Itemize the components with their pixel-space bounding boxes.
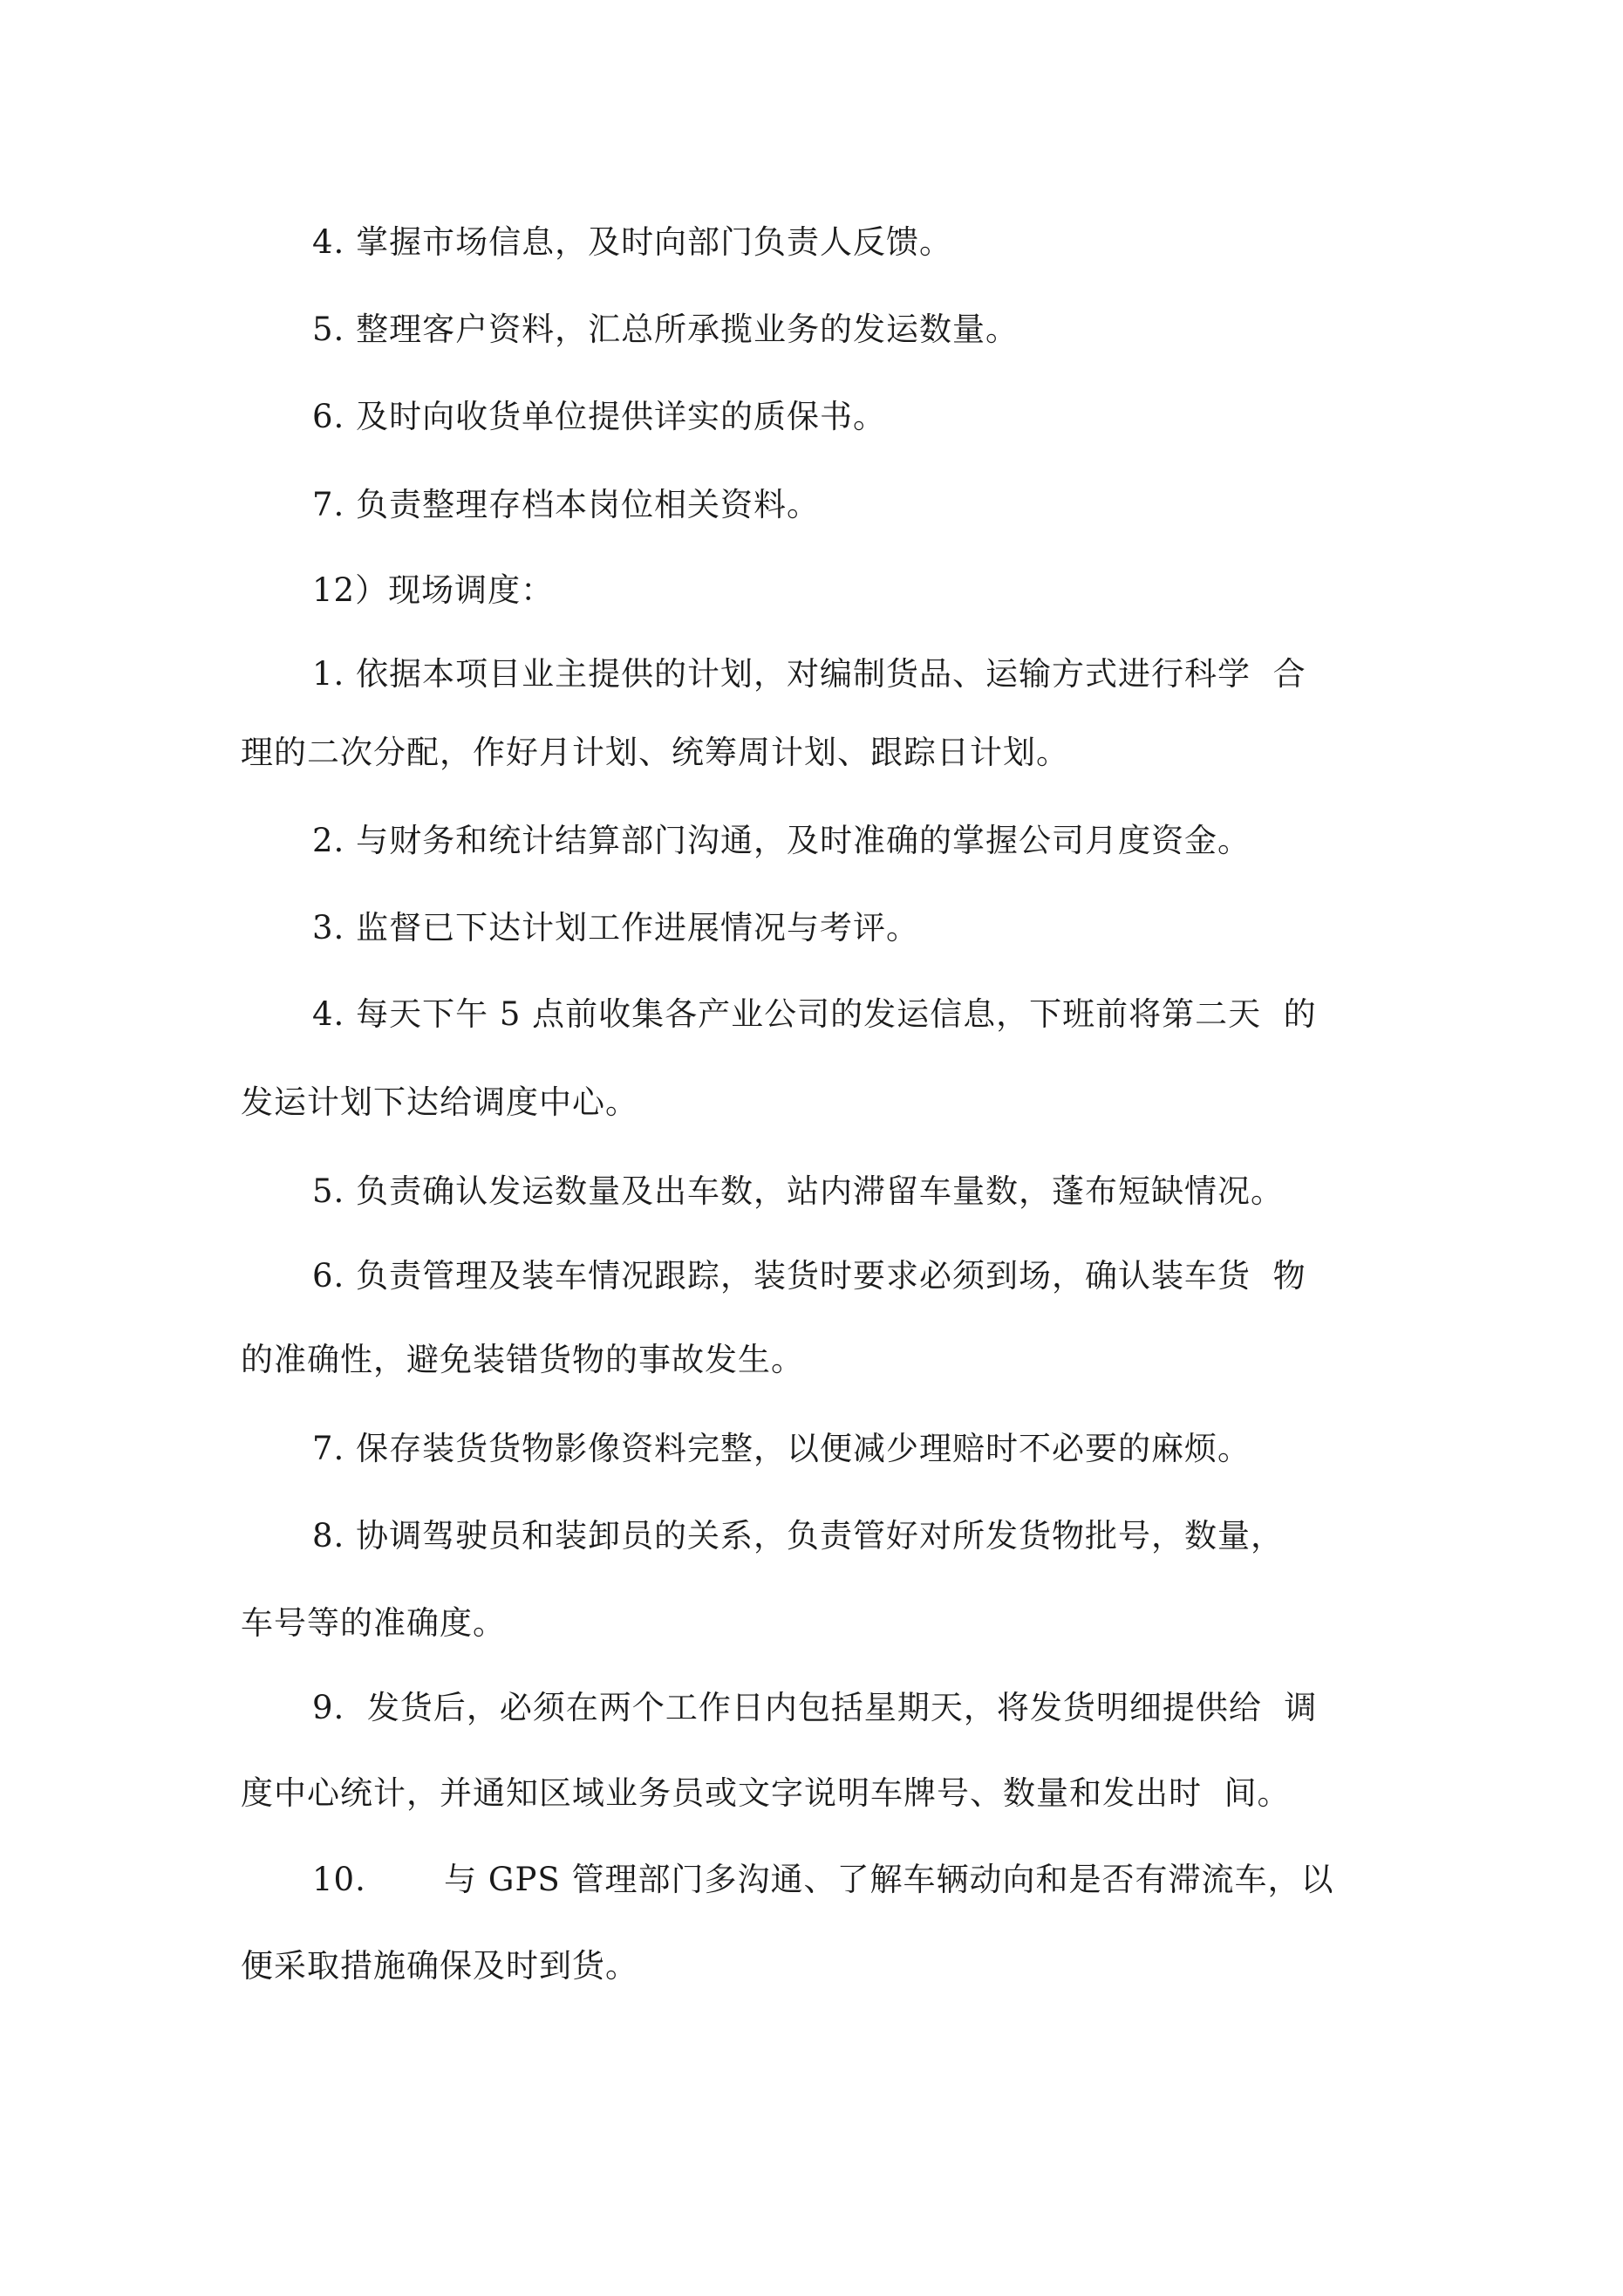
text-line: 6. 及时向收货单位提供详实的质保书。 [312, 398, 887, 435]
text-line: 7. 负责整理存档本岗位相关资料。 [312, 486, 821, 523]
text-line: 车号等的准确度。 [241, 1604, 506, 1642]
text-line: 9. 发货后，必须在两个工作日内包括星期天，将发货明细提供给 调 [312, 1689, 1318, 1726]
text-line: 10. 与 GPS 管理部门多沟通、了解车辆动向和是否有滞流车，以 [312, 1861, 1334, 1898]
text-line: 4. 每天下午 5 点前收集各产业公司的发运信息，下班前将第二天 的 [312, 995, 1317, 1033]
text-line: 便采取措施确保及时到货。 [241, 1947, 638, 1985]
text-line: 2. 与财务和统计结算部门沟通，及时准确的掌握公司月度资金。 [312, 822, 1251, 859]
text-line: 6. 负责管理及装车情况跟踪，装货时要求必须到场，确认装车货 物 [312, 1257, 1306, 1295]
text-line: 5. 整理客户资料，汇总所承揽业务的发运数量。 [312, 311, 1019, 348]
text-line: 的准确性，避免装错货物的事故发生。 [241, 1341, 804, 1378]
text-line: 3. 监督已下达计划工作进展情况与考评。 [312, 909, 920, 946]
text-line: 5. 负责确认发运数量及出车数，站内滞留车量数，蓬布短缺情况。 [312, 1172, 1285, 1210]
text-line: 度中心统计，并通知区域业务员或文字说明车牌号、数量和发出时 间。 [241, 1774, 1291, 1812]
text-line: 理的二次分配，作好月计划、统筹周计划、跟踪日计划。 [241, 734, 1069, 771]
text-line: 8. 协调驾驶员和装卸员的关系，负责管好对所发货物批号，数量， [312, 1517, 1285, 1555]
section-heading: 12）现场调度： [312, 571, 555, 609]
text-line: 发运计划下达给调度中心。 [241, 1083, 638, 1121]
text-line: 4. 掌握市场信息，及时向部门负责人反馈。 [312, 223, 953, 261]
text-line: 1. 依据本项目业主提供的计划，对编制货品、运输方式进行科学 合 [312, 655, 1306, 693]
text-line: 7. 保存装货货物影像资料完整，以便减少理赔时不必要的麻烦。 [312, 1430, 1251, 1467]
